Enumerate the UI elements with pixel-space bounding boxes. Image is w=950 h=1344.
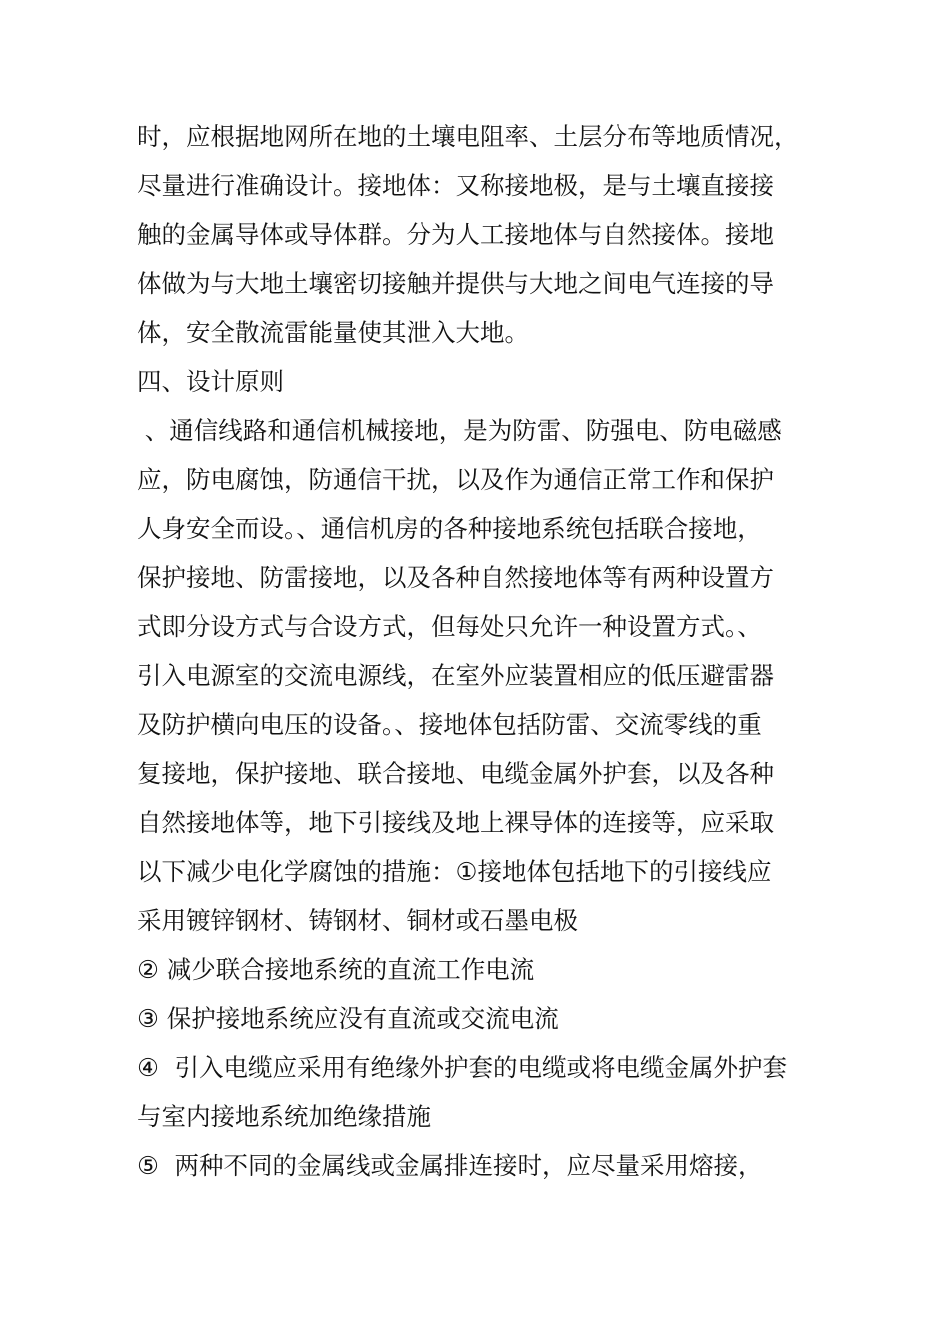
list-item-2: ② 减少联合接地系统的直流工作电流 xyxy=(137,955,535,984)
list-item-5: ⑤ 两种不同的金属线或金属排连接时，应尽量采用熔接， xyxy=(137,1151,763,1180)
text-line-17: 采用镀锌钢材、铸钢材、铜材或石墨电极 xyxy=(137,906,578,935)
list-item-4: ④ 引入电缆应采用有绝缘外护套的电缆或将电缆金属外护套 xyxy=(137,1053,788,1082)
text-line-16: 以下减少电化学腐蚀的措施：①接地体包括地下的引接线应 xyxy=(137,857,772,886)
text-line-11: 式即分设方式与合设方式，但每处只允许一种设置方式。、 xyxy=(137,612,762,641)
text-line-5: 体，安全散流雷能量使其泄入大地。 xyxy=(137,318,529,347)
text-line-15: 自然接地体等，地下引接线及地上裸导体的连接等，应采取 xyxy=(137,808,774,837)
text-line-4: 体做为与大地土壤密切接触并提供与大地之间电气连接的导 xyxy=(137,269,774,298)
list-item-4-continued: 与室内接地系统加绝缘措施 xyxy=(137,1102,431,1131)
body-text xyxy=(137,112,857,1190)
list-item-3: ③ 保护接地系统应没有直流或交流电流 xyxy=(137,1004,559,1033)
text-line-9: 人身安全而设。、通信机房的各种接地系统包括联合接地， xyxy=(137,514,762,543)
text-line-14: 复接地，保护接地、联合接地、电缆金属外护套，以及各种 xyxy=(137,759,774,788)
text-line-1: 时，应根据地网所在地的土壤电阻率、土层分布等地质情况， xyxy=(137,122,799,151)
text-line-8: 应，防电腐蚀，防通信干扰，以及作为通信正常工作和保护 xyxy=(137,465,774,494)
text-line-10: 保护接地、防雷接地，以及各种自然接地体等有两种设置方 xyxy=(137,563,774,592)
text-line-13: 及防护横向电压的设备。、接地体包括防雷、交流零线的重 xyxy=(137,710,762,739)
text-line-12: 引入电源室的交流电源线，在室外应装置相应的低压避雷器 xyxy=(137,661,774,690)
text-line-7: 、通信线路和通信机械接地，是为防雷、防强电、防电磁感 xyxy=(137,416,782,445)
text-line-3: 触的金属导体或导体群。分为人工接地体与自然接体。接地 xyxy=(137,220,774,249)
section-heading: 四、设计原则 xyxy=(137,367,284,396)
text-line-2: 尽量进行准确设计。接地体：又称接地极，是与土壤直接接 xyxy=(137,171,774,200)
